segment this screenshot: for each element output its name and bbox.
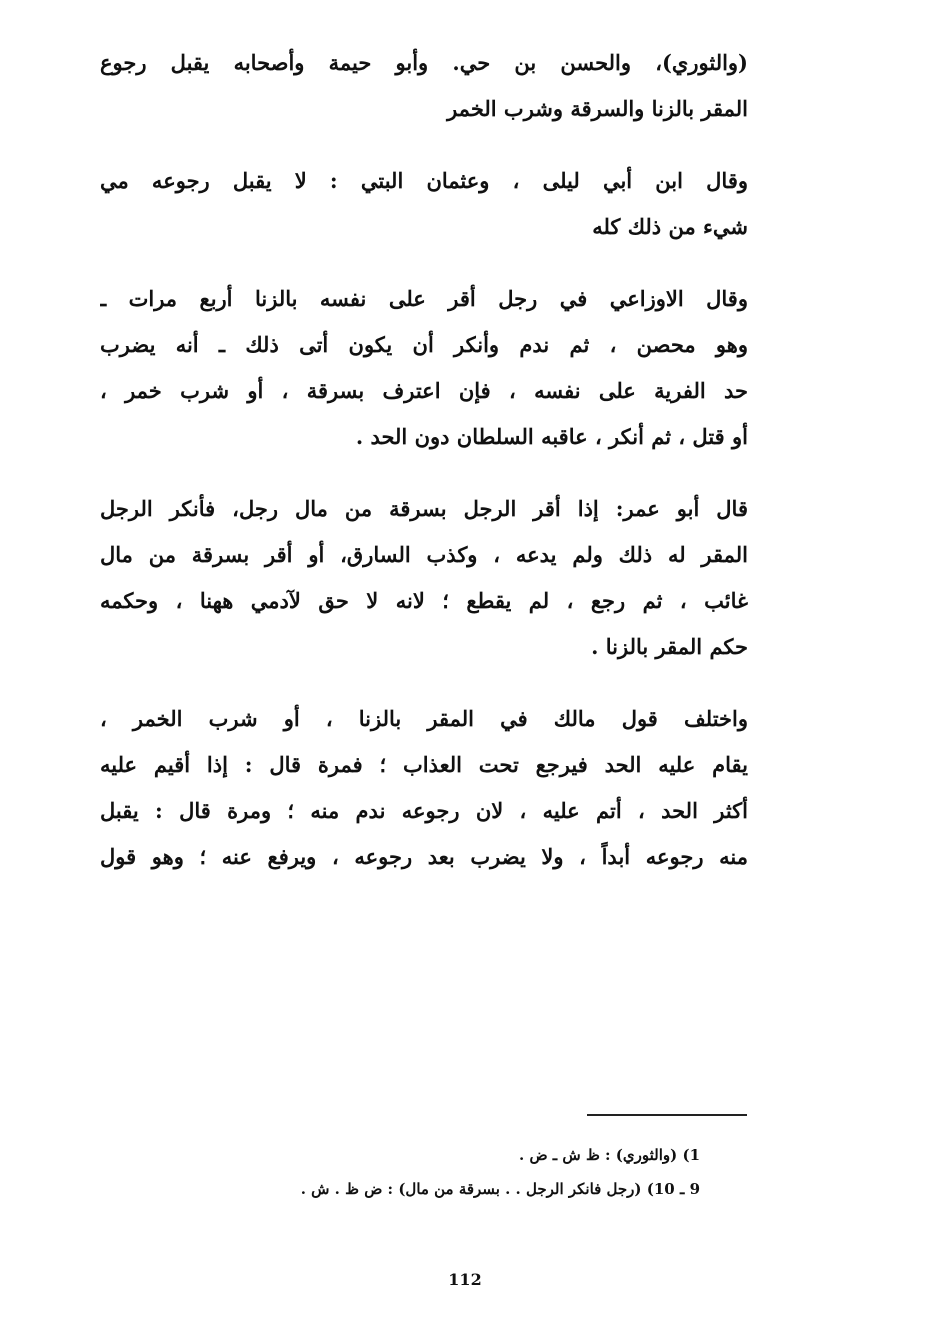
paragraph-1	[100, 40, 748, 132]
text-line: وقال ابن أبي ليلى ، وعثمان البتي : لا يقبل رجوعه مي	[100, 168, 748, 193]
text-line: وهو محصن ، ثم ندم وأنكر أن يكون أتى ذلك ـ أنه يضرب	[100, 332, 748, 357]
text-line: حد الفرية على نفسه ، فإن اعترف بسرقة ، أو شرب خمر ،	[100, 378, 748, 403]
text-line: وقال الاوزاعي في رجل أقر على نفسه بالزنا أربع مرات ـ	[100, 286, 748, 311]
text-line: واختلف قول مالك في المقر بالزنا ، أو شرب الخمر ،	[100, 706, 748, 731]
text-line: شيء من ذلك كله	[592, 214, 748, 239]
text-line: حكم المقر بالزنا .	[591, 634, 748, 659]
footnote-divider	[587, 1114, 747, 1116]
footnotes	[140, 1138, 700, 1206]
text-line: يقام عليه الحد فيرجع تحت العذاب ؛ فمرة قال : إذا أقيم عليه	[100, 752, 748, 777]
main-text	[100, 40, 748, 906]
paragraph-4	[100, 486, 748, 670]
paragraph-3	[100, 276, 748, 460]
text-line: أو قتل ، ثم أنكر ، عاقبه السلطان دون الحد .	[355, 424, 748, 449]
paragraph-2	[100, 158, 748, 250]
text-line: المقر له ذلك ولم يدعه ، وكذب السارق، أو أقر بسرقة من مال	[100, 542, 748, 567]
text-line: أكثر الحد ، أتم عليه ، لان رجوعه ندم منه ؛ ومرة قال : يقبل	[100, 798, 748, 823]
text-line: منه رجوعه أبداً ، ولا يضرب بعد رجوعه ، ويرفع عنه ؛ وهو قول	[100, 844, 748, 869]
page-number: 112	[448, 1270, 482, 1289]
text-line: قال أبو عمر: إذا أقر الرجل بسرقة من مال رجل، فأنكر الرجل	[100, 496, 748, 521]
text-line: غائب ، ثم رجع ، لم يقطع ؛ لانه لا حق لآدمي ههنا ، وحكمه	[100, 588, 748, 613]
text-line: (والثوري)، والحسن بن حي. وأبو حيمة وأصحابه يقبل رجوع	[100, 50, 748, 75]
footnote-1: 1) (والثوري) : ظ ش ـ ض .	[519, 1146, 700, 1164]
paragraph-5	[100, 696, 748, 880]
text-line: المقر بالزنا والسرقة وشرب الخمر	[447, 96, 748, 121]
footnote-2: 9 ـ 10) (رجل فانكر الرجل . . بسرقة من مال) : ض ظ . ش .	[300, 1180, 700, 1198]
